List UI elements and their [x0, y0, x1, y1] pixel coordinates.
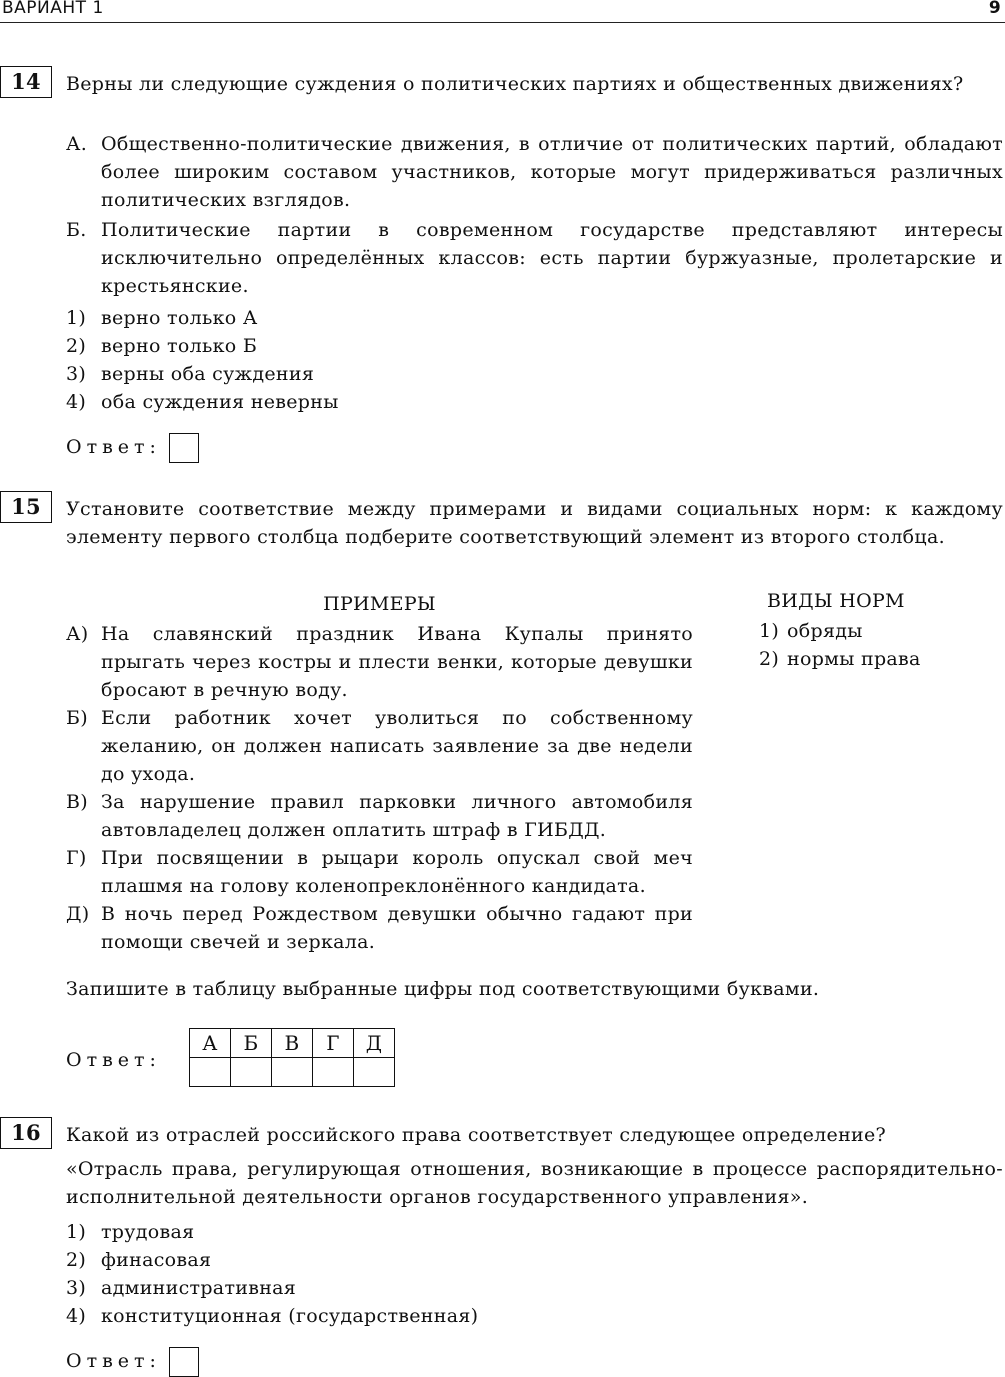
- question-16-text: Какой из отраслей российского права соответствует следующее определение?: [66, 1124, 887, 1146]
- answer-cell-d[interactable]: [354, 1058, 395, 1087]
- question-number-14: 14: [0, 66, 52, 98]
- kind-text: нормы права: [787, 648, 921, 670]
- option-text: административная: [101, 1277, 297, 1299]
- question-15-text: Установите соответствие между примерами и видами социальных норм: к каждому элементу первого столбца подберите соответствующий элемент из второго столбца.: [66, 498, 1003, 548]
- example-text: В ночь перед Рождеством девушки обычно гадают при помощи свечей и зеркала.: [101, 903, 693, 953]
- table-header-b: Б: [231, 1029, 272, 1058]
- option-2: [66, 332, 1003, 360]
- option-3: [66, 360, 1003, 388]
- option-label: 2): [66, 335, 87, 357]
- answer-cell-v[interactable]: [272, 1058, 313, 1087]
- example-label: Б): [66, 707, 88, 729]
- statement-text: Политические партии в современном государстве представляют интересы исключительно определённых классов: есть партии буржуазные, пролетарские и крестьянские.: [101, 219, 1003, 297]
- example-text: За нарушение правил парковки личного автомобиля автовладелец должен оплатить штраф в ГИБДД.: [101, 791, 693, 841]
- table-header-g: Г: [313, 1029, 354, 1058]
- page-header: [0, 0, 1005, 23]
- answer-label-15: Ответ:: [66, 1049, 161, 1071]
- answer-label-14: Ответ:: [66, 436, 161, 458]
- table-header-a: А: [190, 1029, 231, 1058]
- example-text: На славянский праздник Ивана Купалы принято прыгать через костры и плести венки, которые девушки бросают в речную воду.: [101, 623, 693, 701]
- option-4: [66, 1302, 1003, 1330]
- answer-cell-b[interactable]: [231, 1058, 272, 1087]
- example-v: [66, 788, 693, 844]
- page-number: 9: [988, 0, 1001, 18]
- option-4: [66, 388, 1003, 416]
- option-text: верно только Б: [101, 335, 258, 357]
- option-label: 3): [66, 1277, 87, 1299]
- statement-b: [66, 216, 1003, 300]
- example-text: Если работник хочет уволиться по собственному желанию, он должен написать заявление за две недели до ухода.: [101, 707, 693, 785]
- example-d: [66, 900, 693, 956]
- option-text: верны оба суждения: [101, 363, 315, 385]
- kind-text: обряды: [787, 620, 863, 642]
- option-text: верно только А: [101, 307, 258, 329]
- answer-label-16: Ответ:: [66, 1350, 161, 1372]
- example-g: [66, 844, 693, 900]
- option-text: трудовая: [101, 1221, 195, 1243]
- question-14-text: Верны ли следующие суждения о политических партиях и общественных движениях?: [66, 73, 964, 95]
- option-label: 2): [66, 1249, 87, 1271]
- table-header-v: В: [272, 1029, 313, 1058]
- option-text: оба суждения неверны: [101, 391, 339, 413]
- example-b: [66, 704, 693, 788]
- examples-column: [66, 590, 693, 956]
- statement-text: Общественно-политические движения, в отличие от политических партий, обладают более широким составом участников, которые могут придерживаться различных политических взглядов.: [101, 133, 1003, 211]
- question-15-instruction: Запишите в таблицу выбранные цифры под соответствующими буквами.: [66, 978, 820, 1000]
- kind-label: 1): [759, 620, 780, 642]
- option-label: 1): [66, 1221, 87, 1243]
- option-label: 3): [66, 363, 87, 385]
- question-14-options: [66, 304, 1003, 416]
- example-label: Г): [66, 847, 87, 869]
- option-2: [66, 1246, 1003, 1274]
- kind-2: [759, 645, 999, 673]
- question-14-statements: [66, 130, 1003, 300]
- table-header-d: Д: [354, 1029, 395, 1058]
- answer-box-14[interactable]: [169, 433, 199, 463]
- example-label: А): [66, 623, 89, 645]
- answer-table-15: [189, 1028, 395, 1087]
- example-label: Д): [66, 903, 90, 925]
- question-number-16: 16: [0, 1117, 52, 1149]
- option-label: 4): [66, 1305, 87, 1327]
- option-3: [66, 1274, 1003, 1302]
- answer-cell-a[interactable]: [190, 1058, 231, 1087]
- variant-label: ВАРИАНТ 1: [2, 0, 104, 18]
- question-16-definition: «Отрасль права, регулирующая отношения, возникающие в процессе распорядительно-исполнительной деятельности органов государственного управления».: [66, 1158, 1003, 1208]
- option-label: 1): [66, 307, 87, 329]
- answer-cell-g[interactable]: [313, 1058, 354, 1087]
- kind-1: [759, 617, 999, 645]
- kinds-title: ВИДЫ НОРМ: [767, 590, 905, 612]
- statement-label: Б.: [66, 219, 87, 241]
- example-label: В): [66, 791, 88, 813]
- statement-a: [66, 130, 1003, 214]
- question-number-15: 15: [0, 491, 52, 523]
- examples-title: ПРИМЕРЫ: [323, 593, 436, 615]
- kind-label: 2): [759, 648, 780, 670]
- kinds-column: [759, 587, 999, 673]
- statement-label: А.: [66, 133, 88, 155]
- option-text: финасовая: [101, 1249, 212, 1271]
- example-text: При посвящении в рыцари король опускал свой меч плашмя на голову коленопреклонённого кандидата.: [101, 847, 693, 897]
- option-1: [66, 1218, 1003, 1246]
- option-label: 4): [66, 391, 87, 413]
- option-1: [66, 304, 1003, 332]
- example-a: [66, 620, 693, 704]
- option-text: конституционная (государственная): [101, 1305, 479, 1327]
- answer-box-16[interactable]: [169, 1347, 199, 1377]
- question-16-options: [66, 1218, 1003, 1330]
